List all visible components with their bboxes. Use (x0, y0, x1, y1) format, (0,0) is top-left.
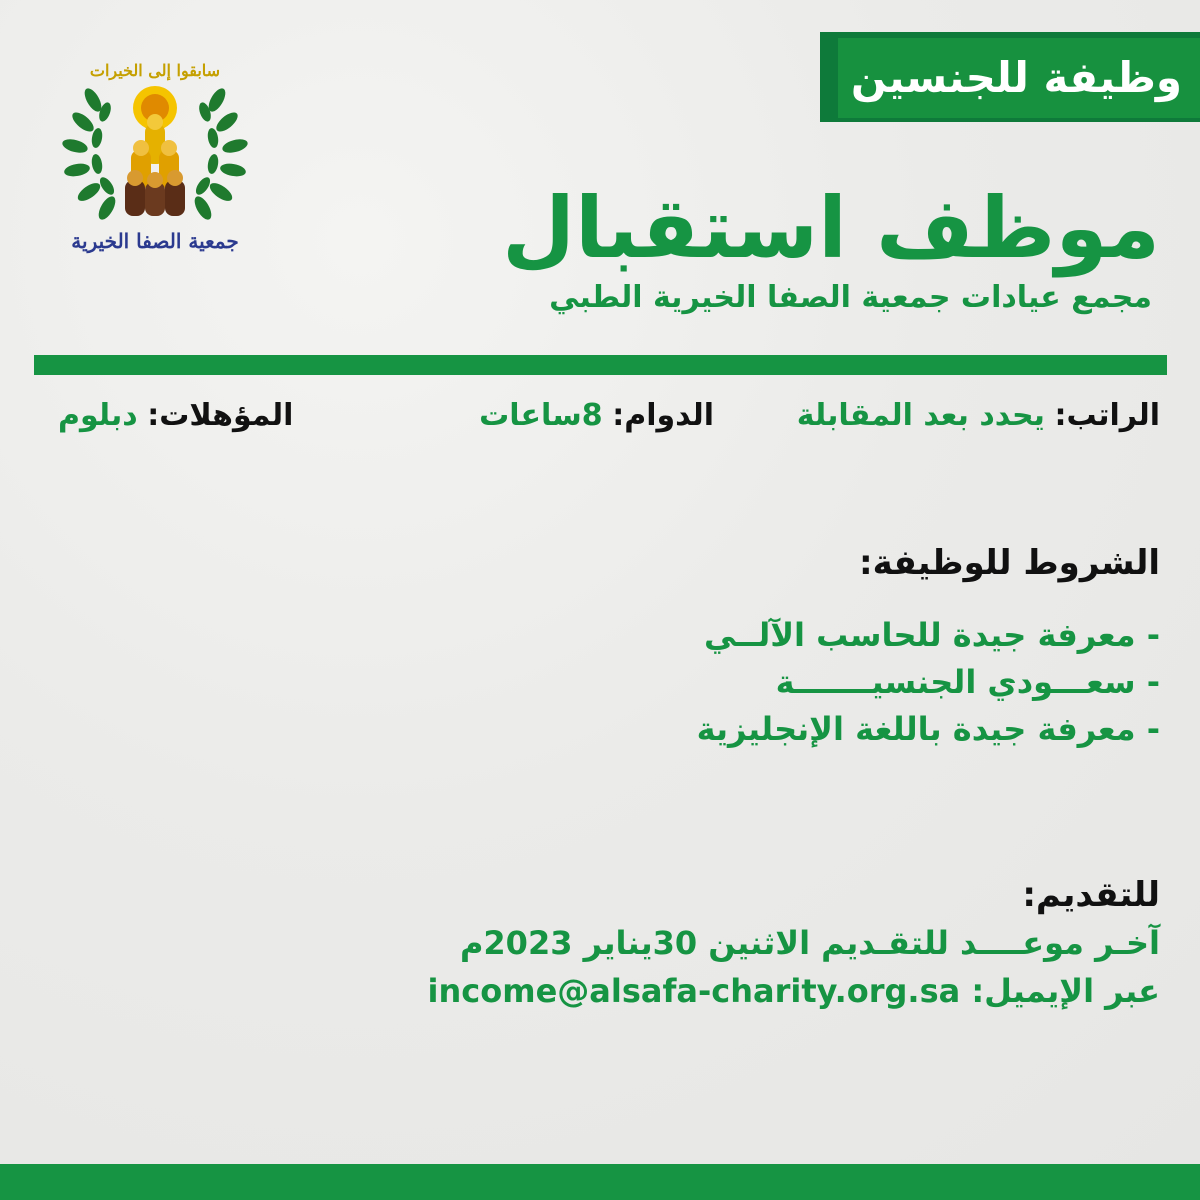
apply-title: للتقديم: (1022, 875, 1160, 915)
employer-name: مجمع عيادات جمعية الصفا الخيرية الطبي (549, 280, 1152, 315)
apply-deadline: آخـر موعــــد للتقـديم الاثنين 30يناير 2023م (459, 924, 1160, 962)
logo-top-text: سابقوا إلى الخيرات (89, 61, 221, 80)
qualification-label: المؤهلات: (147, 398, 294, 433)
list-item: - سعـــودي الجنسيـــــــة (775, 663, 1160, 701)
email-label: عبر الإيميل: (971, 972, 1160, 1010)
logo-name-text: جمعية الصفا الخيرية (71, 229, 239, 253)
charity-logo (55, 50, 255, 260)
job-title: موظف استقبال (502, 179, 1160, 277)
email-link[interactable]: income@alsafa-charity.org.sa (427, 972, 961, 1010)
laurel-right-icon (191, 86, 249, 223)
people-group-icon (125, 114, 185, 216)
footer-bar (0, 1164, 1200, 1200)
salary-info (797, 394, 1160, 438)
section-divider (34, 355, 1167, 375)
list-item: - معرفة جيدة باللغة الإنجليزية (696, 710, 1160, 748)
gender-badge: وظيفة للجنسين (838, 38, 1200, 118)
conditions-title: الشروط للوظيفة: (858, 543, 1160, 583)
qualification-info (58, 394, 293, 438)
laurel-left-icon (61, 86, 119, 223)
hours-value: 8ساعات (479, 398, 603, 433)
apply-email-line (428, 968, 1160, 1014)
salary-value: يحدد بعد المقابلة (796, 398, 1045, 433)
hours-label: الدوام: (612, 398, 714, 433)
conditions-list (460, 612, 1160, 753)
qualification-value: دبلوم (58, 398, 138, 433)
list-item: - معرفة جيدة للحاسب الآلــي (703, 616, 1160, 654)
hours-info (479, 394, 714, 438)
salary-label: الراتب: (1054, 398, 1160, 433)
